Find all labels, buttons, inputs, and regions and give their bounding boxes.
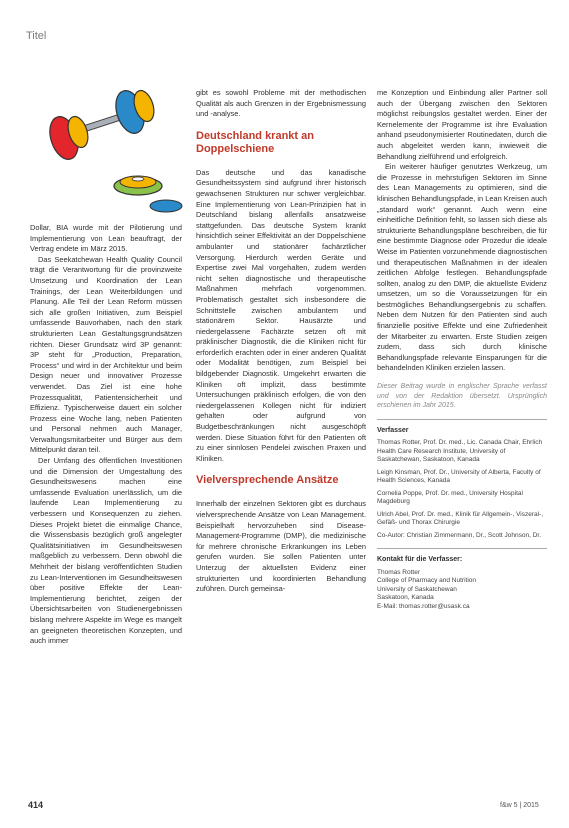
- contact-box: [377, 548, 547, 611]
- text-column-2: [196, 88, 366, 595]
- contact-line: University of Saskatchewan: [377, 585, 457, 593]
- journal-issue: f&w 5 | 2015: [500, 802, 539, 809]
- paragraph: Das deutsche und das kanadische Gesundheitssystem sind aufgrund ihrer historisch gewachsenen Strukturen nur schwer vergleichbar. Eine Implementierung von Lean-Prinzipien hat in Deutschland bislang allenfalls ansatzweise stattgefunden. Das deutsche System krankt hinsichtlich seiner Effektivität an der Doppelschiene ambulanter und stationärer fachärztlicher Versorgung. Hierdurch werden Geräte und Expertise zwei Mal vorgehalten, zudem werden nicht selten diagnostische und therapeutische Maßnahmen mehrfach vorgenommen. Problematisch gestaltet sich insbesondere die Schnittstelle zwischen ambulantem und stationärem Sektor. Hausärzte und niedergelassene Fachärzte setzen oft mit präklinischer Diagnostik, die die Kliniken nicht für erforderlich erachten oder in einer anderen Qualität oder Modalität benötigen, zum Beispiel bei bildgebender Diagnostik. Umgekehrt erwarten die Kliniken oft implizit, dass bestimmte Untersuchungen präklinisch erfolgen, die von den niedergelassenen Kollegen nicht für indiziert gehalten oder aufgrund von Budgetbeschränkungen nicht ausgeschöpft werden. Diese Situation führt für den Patienten oft zu einer sinnlosen Pendelei zwischen Praxen und Kliniken.: [196, 167, 366, 463]
- author-entry: Thomas Rotter, Prof. Dr. med., Lic. Canada Chair, Ehrlich Health Care Research Institute, University of Saskatchewan, Saskatoon, Kanada: [377, 439, 543, 464]
- text-column-3: [377, 88, 547, 611]
- contact-email[interactable]: E-Mail: thomas.rotter@usask.ca: [377, 602, 470, 610]
- contact-line: Thomas Rotter: [377, 568, 420, 576]
- text-column-1: [30, 223, 182, 647]
- section-heading: Vielversprechende Ansätze: [196, 474, 339, 487]
- author-box-title: Verfasser: [377, 426, 409, 434]
- paragraph: Der Umfang des öffentlichen Investitionen und die Dimension der Umgestaltung des Gesundheitswesens machen eine umfassende Evaluation unerlässlich, um die laufende Lean Implementierung zu verbessern und Konsequenzen zu ziehen. Dieses Projekt bietet die einmalige Chance, die Wissensbasis bezüglich groß angelegter Qualitätsinitiativen im Gesundheitswesen maßgeblich zu verbessern. Denn obwohl die Mehrheit der bislang veröffentlichten Studien zu Lean-Interventionen im Gesundheitswesen über positive Effekte der Lean-Implementierung berichtet, zeigen der Übersichtsarbeiten von Studienergebnissen bislang mehrere Aspekte im Wege es mangelt an geeigneten theoretischen Konzepten, und auch immer: [30, 456, 182, 646]
- author-entry: Ulrich Abel, Prof. Dr. med., Klinik für Allgemein-, Viszeral-, Gefäß- und Thorax Chirurgie: [377, 510, 544, 527]
- section-label: Titel: [26, 30, 47, 42]
- dumbbell-illustration: [26, 66, 186, 216]
- paragraph: gibt es sowohl Probleme mit der methodischen Qualität als auch Grenzen in der Ergebnismessung und -analyse.: [196, 88, 366, 119]
- author-entry: Cornelia Poppe, Prof. Dr. med., University Hospital Magdeburg: [377, 489, 523, 506]
- paragraph: Dollar, BIA wurde mit der Pilotierung und Implementierung von Lean beauftragt, der Vertrag endete im März 2015.: [30, 223, 182, 254]
- contact-line: College of Pharmacy and Nutrition: [377, 577, 476, 585]
- section-heading: Deutschland krankt an Doppelschiene: [196, 129, 314, 155]
- paragraph: me Konzeption und Einbindung aller Partner soll auch der Übergang zwischen den Sektoren möglichst reibungslos gestaltet werden. Einer der Kernelemente der Programme ist ihre Evaluation anhand pseudonymisierter Routinedaten, durch die auch abgeleitet werden kann, inwieweit die Behandlung zielführend und erfolgreich.: [377, 88, 547, 161]
- author-entry: Leigh Kinsman, Prof. Dr., University of Alberta, Faculty of Health Sciences, Kanada: [377, 468, 541, 485]
- translation-note: Dieser Beitrag wurde in englischer Sprache verfasst und von der Redaktion übersetzt. Ursprünglich erschienen im Jahr 2015.: [377, 383, 547, 410]
- page-number: 414: [28, 800, 44, 810]
- author-entry: Co-Autor: Christian Zimmermann, Dr., Scott Johnson, Dr.: [377, 531, 541, 539]
- paragraph: Das Seekatchewan Health Quality Council trägt die Verantwortung für die provinzweite Umsetzung und Koordination der Lean Trainings, der Lean Weiterbildungen und Planung. Alle Teil der Lean Reform müssen sich alle großen Initiativen, zum Beispiel umfassende Bauvorhaben, nach den stark strukturierten Lean Gestaltungsgrundsätzen richten. Dieser Grundsatz wird 3P genannt: 3P steht für „Production, Preparation, Process“ und wird in der Architektur und beim Design neuer und innovativer Prozesse verwendet. Das Ziel ist eine hohe Prozessqualität, Patientensicherheit und Effizienz. Typischerweise dauert ein solcher Prozess eine Woche lang, neben Patienten und Personal nehmen auch Manager, Verwaltungsmitarbeiter und Bürger aus dem Mittelpunkt daran teil.: [30, 254, 182, 455]
- contact-line: Saskatoon, Kanada: [377, 594, 434, 602]
- paragraph: Innerhalb der einzelnen Sektoren gibt es durchaus vielversprechende Ansätze von Lean Management. Beispielhaft hervorzuheben sind Disease-Management-Programme (DMP), die medizinische für mehrere chronische Erkrankungen ins Leben gerufen wurden. Sie sollen Patienten unter Unterzug der aktuellsten Evidenz einer strukturierten und koordinierten Behandlung zuführen. Durch gemeinsa-: [196, 499, 366, 594]
- author-box: [377, 419, 547, 541]
- contact-title: Kontakt für die Verfasser:: [377, 556, 463, 564]
- paragraph: Ein weiterer häufiger genutztes Werkzeug, um die Prozesse in mehrstufigen Sektoren im Sinne des Lean Managements zu optimieren, sind die klinischen Behandlungspfade, in Lean Kreisen auch „standard work“ genannt. Auch wenn eine einheitliche Definition fehlt, so lassen sich diese als strukturierte Behandlungspläne beschreiben, die für eine bestimmte Diagnose oder Prozedur die ideale Weise im Patienten vorzunehmende diagnostischen und therapeutischen Maßnahmen in der idealen zeitlichen Abfolge festlegen. Behandlungspfade sollten, analog zu den DMP, die aktuellste Evidenz umsetzen, um so die Voraussetzungen für ein bestmögliches Behandlungsergebnis zu schaffen. Neben dem Nutzen für den Patienten sind auch finanzielle positive Effekte und eine Zufriedenheit der Mitarbeiter zu erwarten. Erste Studien zeigen zudem, dass sich durch klinische Behandlungspfade relevante Einsparungen für die behandelnden Kliniken erzielen lassen.: [377, 162, 547, 373]
